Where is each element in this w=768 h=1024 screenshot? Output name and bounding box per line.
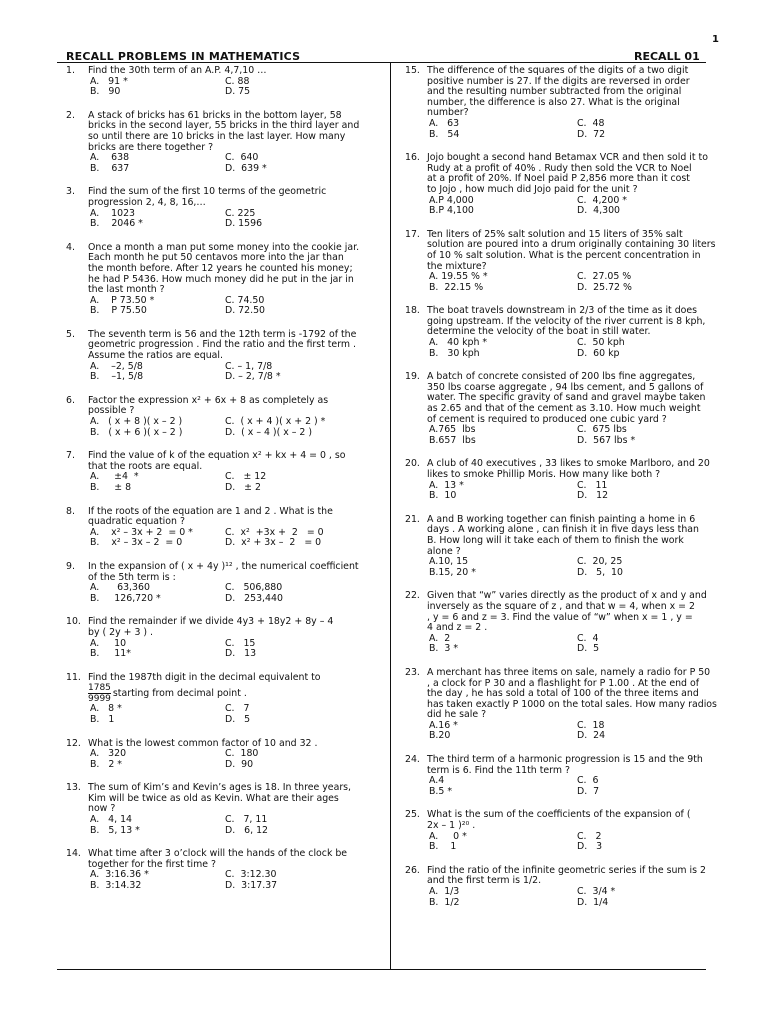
question-item bbox=[405, 459, 725, 501]
answer-choice: A. ±4 * bbox=[90, 471, 139, 483]
answer-choices bbox=[90, 296, 376, 317]
recall-set-label: RECALL 01 bbox=[634, 50, 700, 63]
answer-choices bbox=[90, 77, 376, 98]
answer-choice: A. 4, 14 bbox=[90, 814, 133, 826]
question-number: 25. bbox=[405, 809, 420, 821]
answer-choice: C. 20, 25 bbox=[577, 556, 623, 568]
answer-choices bbox=[90, 639, 376, 660]
answer-choice: B.20 bbox=[429, 730, 451, 742]
question-number: 20. bbox=[405, 458, 420, 470]
answer-choice: C. 4,200 * bbox=[577, 194, 627, 206]
answer-choice: A. 63 bbox=[429, 117, 460, 129]
answer-choices bbox=[90, 870, 376, 891]
answer-choice: A. 19.55 % * bbox=[429, 271, 488, 283]
question-text: The difference of the squares of the digits of a two digit positive number is 27. If the digits are reversed in order and the resulting number subtracted from the original number, the difference is also 27. What is the original number? bbox=[427, 65, 690, 119]
question-item bbox=[66, 562, 376, 604]
answer-choices bbox=[429, 196, 725, 217]
question-number: 9. bbox=[66, 560, 75, 572]
column-divider bbox=[390, 62, 391, 970]
answer-choices bbox=[90, 417, 376, 438]
answer-choice: B. 637 bbox=[90, 162, 130, 174]
answer-choice: B. 11* bbox=[90, 648, 131, 660]
fraction bbox=[88, 683, 111, 704]
fraction-denominator: 9999 bbox=[88, 694, 111, 705]
answer-choice: D. ± 2 bbox=[225, 482, 261, 493]
answer-choice: D. 7 bbox=[577, 785, 600, 797]
question-text: What time after 3 o’clock will the hands of the clock be together for the first time ? bbox=[88, 848, 348, 870]
answer-choice: B. P 75.50 bbox=[90, 305, 147, 317]
answer-choice: B. 5, 13 * bbox=[90, 824, 140, 836]
answer-choice: C. 27.05 % bbox=[577, 271, 632, 283]
answer-choice: C. 2 bbox=[577, 830, 602, 842]
answer-choice: C. 88 bbox=[225, 75, 250, 87]
answer-choice: B.5 * bbox=[429, 785, 453, 797]
question-text: Find the ratio of the infinite geometric series if the sum is 2 and the first term is 1/2. bbox=[427, 864, 706, 887]
question-text: The boat travels downstream in 2/3 of the time as it does going upstream. If the velocity of the river current is 8 kph, determine the velocity of the boat in still water. bbox=[427, 305, 706, 338]
answer-choice: B. 1 bbox=[429, 841, 457, 853]
answer-choice: D. 13 bbox=[225, 648, 257, 660]
question-number: 17. bbox=[405, 228, 420, 240]
question-item bbox=[66, 783, 376, 836]
question-text: Find the value of k of the equation x² + kx + 4 = 0 , so that the roots are equal. bbox=[88, 450, 346, 472]
answer-choices bbox=[429, 481, 725, 502]
answer-choice: D. 5 bbox=[225, 713, 251, 725]
answer-choice: A. 91 * bbox=[90, 75, 128, 87]
question-text: Given that “w” varies directly as the product of x and y and inversely as the square of z , and that w = 4, when x = 2 , y = 6 and z = 3. Find the value of “w” when x = 1 , y = 4 and z = 2 . bbox=[427, 590, 707, 634]
answer-choice: B. 90 bbox=[90, 86, 121, 98]
answer-choice: C. ( x + 4 )( x + 2 ) * bbox=[225, 416, 326, 428]
question-number: 1. bbox=[66, 65, 75, 76]
answer-choice: A. 638 bbox=[90, 152, 130, 164]
answer-choice: D. 639 * bbox=[225, 162, 267, 174]
question-number: 8. bbox=[66, 505, 75, 517]
question-text: Jojo bought a second hand Betamax VCR and then sold it to Rudy at a profit of 40% . Rudy then sold the VCR to Noel at a profit of 20%. If Noel paid P 2,856 more than it cost to Jojo , how much did Jojo paid for the unit ? bbox=[427, 152, 708, 195]
answer-choice: A. 40 kph * bbox=[429, 337, 488, 349]
answer-choice: D. 90 bbox=[225, 758, 254, 770]
answer-choice: B. x² – 3x – 2 = 0 bbox=[90, 537, 183, 549]
answer-choice: A. 2 bbox=[429, 632, 451, 644]
question-item bbox=[405, 372, 725, 446]
question-item bbox=[405, 153, 725, 217]
question-text: A stack of bricks has 61 bricks in the bottom layer, 58 bricks in the second layer, 55 bricks in the third layer and so until there are 10 bricks in the last layer. How many bricks are there together ? bbox=[88, 109, 360, 153]
question-item bbox=[66, 396, 376, 438]
question-item bbox=[66, 507, 376, 549]
answer-choice: D. 24 bbox=[577, 730, 606, 742]
answer-choice: C. 15 bbox=[225, 637, 256, 649]
question-number: 11. bbox=[66, 671, 81, 683]
answer-choice: B. 22.15 % bbox=[429, 281, 484, 293]
answer-choice: A. 0 * bbox=[429, 830, 467, 842]
question-item bbox=[66, 451, 376, 493]
left-question-column bbox=[66, 66, 376, 905]
question-item bbox=[66, 187, 376, 229]
question-number: 7. bbox=[66, 450, 75, 462]
answer-choices bbox=[429, 832, 725, 853]
question-number: 18. bbox=[405, 305, 420, 317]
fraction-numerator: 1785 bbox=[88, 683, 111, 694]
answer-choice: A. 63,360 bbox=[90, 582, 150, 594]
answer-choices bbox=[90, 472, 376, 493]
question-number: 19. bbox=[405, 371, 420, 383]
answer-choices bbox=[90, 528, 376, 549]
answer-choice: C. 6 bbox=[577, 775, 599, 787]
question-text: The sum of Kim’s and Kevin’s ages is 18. In three years, Kim will be twice as old as Kevin. What are their ages now ? bbox=[88, 782, 352, 815]
question-text: The seventh term is 56 and the 12th term is -1792 of the geometric progression . Find the ratio and the first term . Assume the ratios are equal. bbox=[88, 328, 357, 362]
question-item bbox=[405, 66, 725, 140]
question-text: Find the 30th term of an A.P. 4,7,10 … bbox=[88, 65, 267, 76]
answer-choice: B. 10 bbox=[429, 490, 457, 502]
answer-choice: C. 7 bbox=[225, 703, 250, 715]
answer-choice: C. 4 bbox=[577, 632, 599, 644]
fraction-text: starting from decimal point . bbox=[112, 688, 247, 700]
answer-choice: C. 7, 11 bbox=[225, 814, 268, 826]
answer-choice: C. 180 bbox=[225, 748, 259, 760]
answer-choice: B. 1 bbox=[90, 713, 115, 725]
answer-choice: D. 75 bbox=[225, 86, 251, 98]
answer-choice: C. 3:12.30 bbox=[225, 869, 277, 881]
question-item bbox=[405, 591, 725, 655]
header-rule bbox=[57, 62, 706, 63]
answer-choices bbox=[90, 815, 376, 836]
question-text: A batch of concrete consisted of 200 lbs fine aggregates, 350 lbs coarse aggregate , 94 lbs cement, and 5 gallons of water. The specific gravity of sand and gravel maybe taken as 2.65 and that of the cement as 3.10. How much weight of cement is required to produced one cubic yard ? bbox=[427, 371, 706, 425]
answer-choice: D. 1/4 bbox=[577, 896, 609, 908]
fraction-line bbox=[88, 683, 376, 704]
answer-choice: A.P 4,000 bbox=[429, 194, 474, 206]
question-text: Ten liters of 25% salt solution and 15 liters of 35% salt solution are poured into a drum originally containing 30 liters of 10 % salt solution. What is the percent concentration in the mixture? bbox=[427, 228, 716, 272]
answer-choice: D. 4,300 bbox=[577, 205, 620, 217]
answer-choice: D. 253,440 bbox=[225, 592, 283, 604]
question-text: Factor the expression x² + 6x + 8 as completely as possible ? bbox=[88, 394, 329, 417]
question-number: 10. bbox=[66, 616, 81, 628]
answer-choice: B.657 lbs bbox=[429, 434, 476, 446]
answer-choice: B.P 4,100 bbox=[429, 205, 474, 217]
answer-choices bbox=[90, 749, 376, 770]
answer-choice: D. 6, 12 bbox=[225, 824, 268, 836]
question-text: If the roots of the equation are 1 and 2 . What is the quadratic equation ? bbox=[88, 505, 333, 528]
question-text: Find the sum of the first 10 terms of the geometric progression 2, 4, 8, 16,… bbox=[88, 186, 327, 208]
question-text: What is the sum of the coefficients of the expansion of ( 2x – 1 )²⁰ . bbox=[427, 809, 691, 832]
question-item bbox=[66, 243, 376, 317]
answer-choice: A. –2, 5/8 bbox=[90, 360, 143, 372]
answer-choice: B. 54 bbox=[429, 128, 460, 140]
answer-choice: D. ( x – 4 )( x – 2 ) bbox=[225, 426, 313, 438]
answer-choice: D. 567 lbs * bbox=[577, 434, 636, 446]
answer-choice: D. 12 bbox=[577, 490, 609, 502]
question-item bbox=[405, 810, 725, 852]
answer-choices bbox=[429, 887, 725, 908]
question-number: 26. bbox=[405, 864, 420, 876]
answer-choice: D. 25.72 % bbox=[577, 281, 632, 293]
question-item bbox=[66, 66, 376, 98]
question-number: 2. bbox=[66, 109, 75, 121]
question-text: Find the remainder if we divide 4y3 + 18y2 + 8y – 4 by ( 2y + 3 ) . bbox=[88, 616, 334, 638]
question-text: In the expansion of ( x + 4y )¹² , the numerical coefficient of the 5th term is : bbox=[88, 560, 359, 583]
answer-choices bbox=[429, 721, 725, 742]
question-number: 13. bbox=[66, 782, 81, 794]
answer-choice: C. 11 bbox=[577, 479, 608, 491]
question-number: 23. bbox=[405, 666, 420, 678]
question-text: Once a month a man put some money into the cookie jar. Each month he put 50 centavos more into the jar than the month before. After 12 years he counted his money; he had P 5436. How much money did he put in the jar in the last month ? bbox=[88, 241, 360, 296]
answer-choices bbox=[429, 338, 725, 359]
answer-choice: A. 10 bbox=[90, 637, 127, 649]
answer-choice: C. x² +3x + 2 = 0 bbox=[225, 526, 324, 538]
answer-choice: A. 1023 bbox=[90, 207, 136, 219]
page-title: RECALL PROBLEMS IN MATHEMATICS bbox=[66, 50, 301, 63]
answer-choice: D. 1596 bbox=[225, 218, 263, 230]
question-item bbox=[405, 230, 725, 294]
question-number: 16. bbox=[405, 152, 420, 164]
answer-choice: B. 2046 * bbox=[90, 218, 143, 230]
question-item bbox=[405, 515, 725, 579]
question-item bbox=[66, 849, 376, 891]
answer-choices bbox=[429, 776, 725, 797]
answer-choice: B. 3:14.32 bbox=[90, 880, 142, 892]
question-number: 12. bbox=[66, 737, 81, 749]
question-number: 3. bbox=[66, 186, 75, 198]
answer-choice: C. 48 bbox=[577, 117, 605, 129]
question-text: A club of 40 executives , 33 likes to smoke Marlboro, and 20 likes to smoke Phillip Moris. How many like both ? bbox=[427, 458, 710, 480]
answer-choices bbox=[90, 704, 376, 725]
answer-choice: C. 506,880 bbox=[225, 582, 283, 594]
question-item bbox=[66, 111, 376, 175]
question-number: 21. bbox=[405, 513, 420, 525]
right-question-column bbox=[405, 66, 725, 921]
question-number: 24. bbox=[405, 754, 420, 766]
footer-rule bbox=[57, 969, 706, 970]
answer-choice: A.16 * bbox=[429, 719, 458, 731]
answer-choice: A. 1/3 bbox=[429, 886, 460, 897]
answer-choices bbox=[90, 153, 376, 174]
answer-choices bbox=[429, 119, 725, 140]
answer-choices bbox=[429, 425, 725, 446]
answer-choices bbox=[90, 362, 376, 383]
answer-choice: D. 60 kp bbox=[577, 347, 620, 359]
answer-choice: D. 72 bbox=[577, 128, 606, 140]
question-item bbox=[66, 673, 376, 726]
question-text: Find the 1987th digit in the decimal equivalent to bbox=[88, 671, 321, 683]
answer-choice: B. 30 kph bbox=[429, 347, 480, 359]
page-number: 1 bbox=[712, 34, 719, 45]
question-number: 14. bbox=[66, 848, 81, 860]
answer-choice: C. 225 bbox=[225, 207, 256, 219]
question-text: A and B working together can finish painting a home in 6 days . A working alone , can finish it in five days less than B. How long will it take each of them to finish the work alone ? bbox=[427, 513, 699, 557]
answer-choice: B. 1/2 bbox=[429, 896, 460, 908]
question-item bbox=[66, 330, 376, 383]
answer-choice: A.10, 15 bbox=[429, 556, 469, 568]
question-item bbox=[405, 668, 725, 742]
question-text: The third term of a harmonic progression is 15 and the 9th term is 6. Find the 11th term ? bbox=[427, 754, 703, 776]
question-text: What is the lowest common factor of 10 and 32 . bbox=[88, 737, 318, 749]
answer-choices bbox=[90, 209, 376, 230]
answer-choice: A.4 bbox=[429, 775, 445, 787]
question-item bbox=[405, 755, 725, 797]
answer-choices bbox=[90, 583, 376, 604]
answer-choice: C. 3/4 * bbox=[577, 886, 616, 897]
answer-choice: B. 3 * bbox=[429, 643, 459, 655]
answer-choice: D. 3:17.37 bbox=[225, 880, 278, 892]
question-number: 4. bbox=[66, 241, 75, 253]
answer-choice: B. –1, 5/8 bbox=[90, 371, 144, 383]
answer-choice: A. 13 * bbox=[429, 479, 464, 491]
answer-choice: B. 2 * bbox=[90, 758, 122, 770]
answer-choices bbox=[429, 634, 725, 655]
answer-choice: D. 5, 10 bbox=[577, 566, 623, 578]
answer-choice: C. 74.50 bbox=[225, 294, 265, 306]
answer-choice: A. 8 * bbox=[90, 703, 122, 715]
answer-choice: C. 640 bbox=[225, 152, 259, 164]
question-number: 6. bbox=[66, 394, 75, 406]
answer-choice: A. x² – 3x + 2 = 0 * bbox=[90, 526, 193, 538]
answer-choices bbox=[429, 272, 725, 293]
question-item bbox=[66, 617, 376, 659]
answer-choice: D. 5 bbox=[577, 643, 600, 655]
answer-choice: C. ± 12 bbox=[225, 471, 267, 483]
question-item bbox=[66, 739, 376, 771]
answer-choice: B.15, 20 * bbox=[429, 566, 476, 578]
answer-choice: A. ( x + 8 )( x – 2 ) bbox=[90, 416, 183, 428]
answer-choice: D. – 2, 7/8 * bbox=[225, 371, 281, 383]
answer-choice: C. 18 bbox=[577, 719, 605, 731]
question-number: 22. bbox=[405, 590, 420, 602]
answer-choice: C. 675 lbs bbox=[577, 424, 627, 436]
question-text: A merchant has three items on sale, namely a radio for P 50 , a clock for P 30 and a flashlight for P 1.00 . At the end of the day , he has sold a total of 100 of the three items and has taken exactly P 1000 on the total sales. How many radios did he sale ? bbox=[427, 666, 717, 721]
answer-choice: A. 3:16.36 * bbox=[90, 869, 149, 881]
answer-choice: C. 50 kph bbox=[577, 337, 625, 349]
question-item bbox=[405, 866, 725, 908]
question-item bbox=[405, 306, 725, 359]
answer-choice: C. – 1, 7/8 bbox=[225, 360, 273, 372]
answer-choice: B. 126,720 * bbox=[90, 592, 161, 604]
question-number: 5. bbox=[66, 328, 75, 340]
answer-choice: A. 320 bbox=[90, 748, 127, 760]
answer-choice: A. P 73.50 * bbox=[90, 294, 155, 306]
answer-choice: D. x² + 3x – 2 = 0 bbox=[225, 537, 322, 549]
answer-choice: D. 3 bbox=[577, 841, 603, 853]
answer-choice: D. 72.50 bbox=[225, 305, 266, 317]
question-number: 15. bbox=[405, 65, 420, 76]
answer-choice: B. ± 8 bbox=[90, 482, 132, 493]
answer-choice: B. ( x + 6 )( x – 2 ) bbox=[90, 426, 183, 438]
answer-choices bbox=[429, 557, 725, 578]
answer-choice: A.765 lbs bbox=[429, 424, 476, 436]
